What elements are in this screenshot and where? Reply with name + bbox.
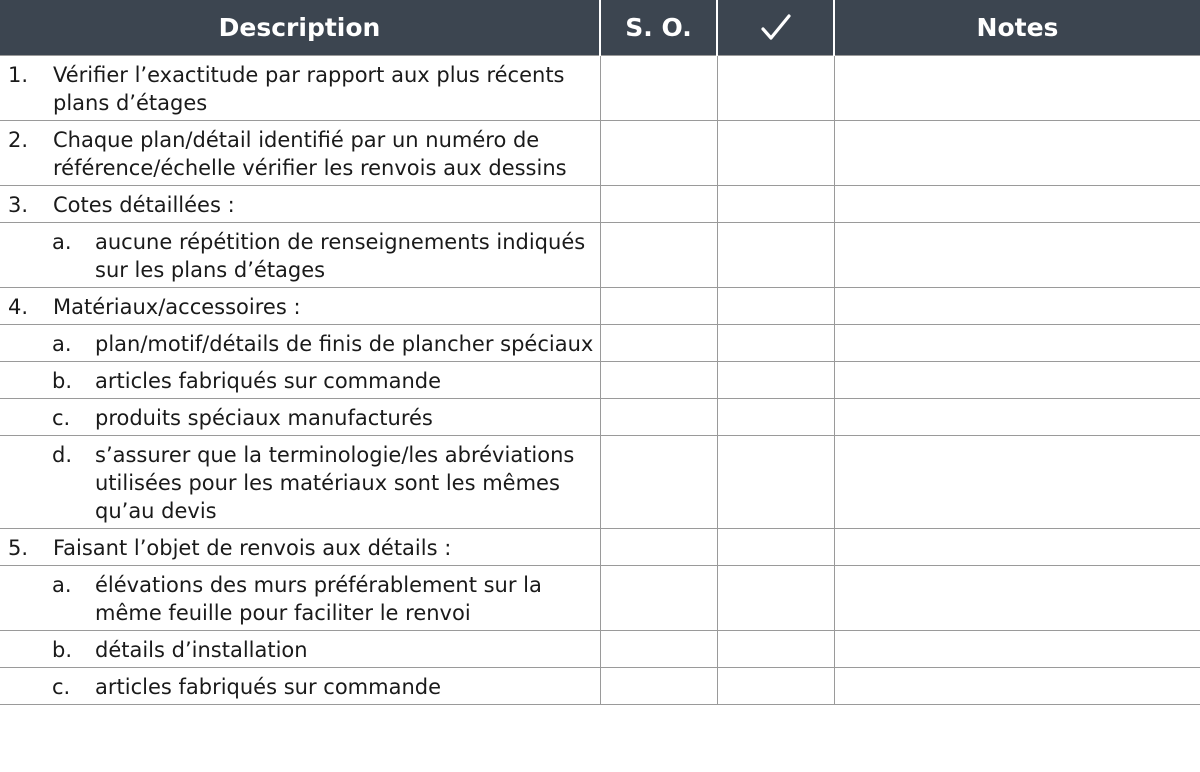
item-number: 1.: [8, 63, 29, 87]
description-cell: [0, 362, 600, 399]
item-text: aucune répétition de renseignements indiqués sur les plans d’étages: [95, 230, 586, 282]
table-row: [0, 436, 1200, 529]
table-row: [0, 362, 1200, 399]
notes-cell[interactable]: [834, 566, 1200, 631]
item-number: a.: [52, 230, 72, 254]
table-row: [0, 121, 1200, 186]
table-row: [0, 399, 1200, 436]
description-cell: [0, 631, 600, 668]
notes-cell[interactable]: [834, 56, 1200, 121]
notes-cell[interactable]: [834, 288, 1200, 325]
table-row: [0, 186, 1200, 223]
item-number: d.: [52, 443, 73, 467]
item-text: Cotes détaillées :: [53, 193, 235, 217]
table-row: [0, 325, 1200, 362]
so-cell[interactable]: [600, 566, 717, 631]
description-cell: [0, 121, 600, 186]
check-cell[interactable]: [717, 223, 834, 288]
table-row: [0, 668, 1200, 705]
notes-cell[interactable]: [834, 362, 1200, 399]
sub-item: [0, 330, 600, 358]
sub-item: [0, 404, 600, 432]
check-cell[interactable]: [717, 529, 834, 566]
item-number: 4.: [8, 295, 29, 319]
sub-item: [0, 636, 600, 664]
so-cell[interactable]: [600, 56, 717, 121]
so-cell[interactable]: [600, 223, 717, 288]
table-row: [0, 288, 1200, 325]
check-cell[interactable]: [717, 399, 834, 436]
item-text: Vérifier l’exactitude par rapport aux plus récents plans d’étages: [53, 63, 565, 115]
so-cell[interactable]: [600, 362, 717, 399]
description-cell: [0, 529, 600, 566]
sub-item: [0, 441, 600, 525]
item-text: plan/motif/détails de finis de plancher spéciaux: [95, 332, 594, 356]
item-number: 2.: [8, 128, 29, 152]
sub-item: [0, 673, 600, 701]
item-text: Faisant l’objet de renvois aux détails :: [53, 536, 452, 560]
item-number: a.: [52, 573, 72, 597]
table-row: [0, 566, 1200, 631]
so-cell[interactable]: [600, 121, 717, 186]
sub-item: [0, 367, 600, 395]
check-cell[interactable]: [717, 566, 834, 631]
item-number: b.: [52, 638, 73, 662]
description-cell: [0, 399, 600, 436]
description-cell: [0, 436, 600, 529]
header-check: [717, 0, 834, 56]
header-notes: Notes: [834, 0, 1200, 56]
list-item: [0, 293, 600, 321]
item-text: articles fabriqués sur commande: [95, 675, 442, 699]
check-cell[interactable]: [717, 436, 834, 529]
description-cell: [0, 668, 600, 705]
table-header: [0, 0, 1200, 56]
item-number: 3.: [8, 193, 29, 217]
so-cell[interactable]: [600, 436, 717, 529]
table-row: [0, 56, 1200, 121]
item-text: Chaque plan/détail identifié par un numéro de référence/échelle vérifier les renvois aux dessins: [53, 128, 567, 180]
so-cell[interactable]: [600, 186, 717, 223]
check-icon: [758, 12, 794, 44]
so-cell[interactable]: [600, 399, 717, 436]
description-cell: [0, 223, 600, 288]
check-cell[interactable]: [717, 186, 834, 223]
notes-cell[interactable]: [834, 436, 1200, 529]
item-number: c.: [52, 675, 71, 699]
so-cell[interactable]: [600, 631, 717, 668]
notes-cell[interactable]: [834, 529, 1200, 566]
so-cell[interactable]: [600, 325, 717, 362]
check-cell[interactable]: [717, 56, 834, 121]
description-cell: [0, 566, 600, 631]
table-body: [0, 56, 1200, 705]
header-so: S. O.: [600, 0, 717, 56]
header-description: Description: [0, 0, 600, 56]
check-cell[interactable]: [717, 288, 834, 325]
check-cell[interactable]: [717, 121, 834, 186]
list-item: [0, 191, 600, 219]
notes-cell[interactable]: [834, 223, 1200, 288]
notes-cell[interactable]: [834, 631, 1200, 668]
so-cell[interactable]: [600, 288, 717, 325]
item-text: Matériaux/accessoires :: [53, 295, 301, 319]
check-cell[interactable]: [717, 668, 834, 705]
list-item: [0, 126, 600, 182]
notes-cell[interactable]: [834, 186, 1200, 223]
notes-cell[interactable]: [834, 121, 1200, 186]
item-number: c.: [52, 406, 71, 430]
notes-cell[interactable]: [834, 668, 1200, 705]
item-text: produits spéciaux manufacturés: [95, 406, 433, 430]
table-row: [0, 631, 1200, 668]
description-cell: [0, 288, 600, 325]
item-number: 5.: [8, 536, 29, 560]
so-cell[interactable]: [600, 668, 717, 705]
check-cell[interactable]: [717, 362, 834, 399]
list-item: [0, 61, 600, 117]
description-cell: [0, 56, 600, 121]
notes-cell[interactable]: [834, 325, 1200, 362]
sub-item: [0, 228, 600, 284]
item-text: articles fabriqués sur commande: [95, 369, 442, 393]
notes-cell[interactable]: [834, 399, 1200, 436]
check-cell[interactable]: [717, 325, 834, 362]
list-item: [0, 534, 600, 562]
description-cell: [0, 186, 600, 223]
item-text: élévations des murs préférablement sur la même feuille pour faciliter le renvoi: [95, 573, 542, 625]
item-text: détails d’installation: [95, 638, 308, 662]
check-cell[interactable]: [717, 631, 834, 668]
so-cell[interactable]: [600, 529, 717, 566]
item-text: s’assurer que la terminologie/les abréviations utilisées pour les matériaux sont les mêmes qu’au devis: [95, 443, 575, 523]
table-row: [0, 223, 1200, 288]
table-row: [0, 529, 1200, 566]
item-number: b.: [52, 369, 73, 393]
item-number: a.: [52, 332, 72, 356]
description-cell: [0, 325, 600, 362]
sub-item: [0, 571, 600, 627]
